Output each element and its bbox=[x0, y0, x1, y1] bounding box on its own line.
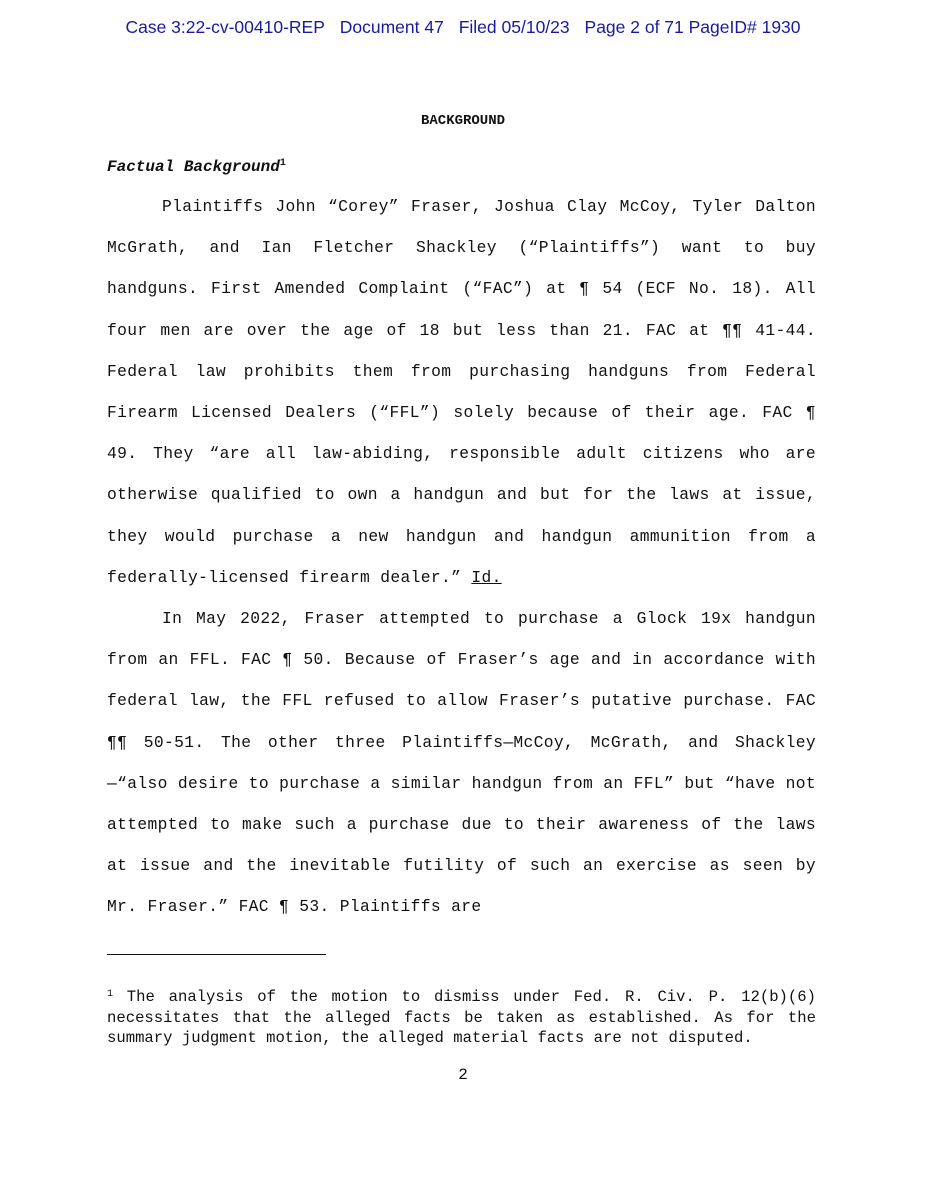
paragraph-2: In May 2022, Fraser attempted to purchase a Glock 19x handgun from an FFL. FAC ¶ 50. Because of Fraser’s age and in accordance with federal law, the FFL refused to allow Fraser’s putative purchase. FAC ¶¶ 50-51. The other three Plaintiffs—McCoy, McGrath, and Shackley—“also desire to purchase a similar handgun from an FFL” but “have not attempted to make such a purchase due to their awareness of the laws at issue and the inevitable futility of such an exercise as seen by Mr. Fraser.” FAC ¶ 53. Plaintiffs are bbox=[107, 609, 816, 917]
subheading-text: Factual Background bbox=[107, 158, 280, 176]
footnote-marker: 1 bbox=[107, 989, 114, 1000]
case-header bbox=[0, 17, 926, 38]
subheading bbox=[107, 158, 286, 176]
footnote-ref: 1 bbox=[279, 158, 286, 169]
filed-date: Filed 05/10/23 bbox=[458, 17, 570, 37]
page-number: 2 bbox=[458, 1066, 468, 1084]
footnote-divider bbox=[107, 954, 326, 955]
document-number: Document 47 bbox=[339, 17, 444, 37]
section-title: BACKGROUND bbox=[420, 113, 505, 129]
footnote bbox=[107, 985, 816, 1049]
paragraph-1-text: Plaintiffs John “Corey” Fraser, Joshua Clay McCoy, Tyler Dalton McGrath, and Ian Fletcher Shackley (“Plaintiffs”) want to buy handguns. First Amended Complaint (“FAC”) at ¶ 54 (ECF No. 18). All four men are over the age of 18 but less than 21. FAC at ¶¶ 41-44. Federal law prohibits them from purchasing handguns from Federal Firearm Licensed Dealers (“FFL”) solely because of their age. FAC ¶ 49. They “are all law-abiding, responsible adult citizens who are otherwise qualified to own a handgun and but for the laws at issue, they would purchase a new handgun and handgun ammunition from a federally-licensed firearm dealer.” bbox=[107, 197, 816, 587]
paragraph-1-cite: Id. bbox=[471, 567, 502, 587]
page-id: Page 2 of 71 PageID# 1930 bbox=[584, 17, 801, 37]
case-number: Case 3:22-cv-00410-REP bbox=[125, 17, 325, 37]
footnote-text: The analysis of the motion to dismiss under Fed. R. Civ. P. 12(b)(6) necessitates that the alleged facts be taken as established. As for the summary judgment motion, the alleged material facts are not disputed. bbox=[107, 988, 816, 1047]
paragraph-1 bbox=[107, 186, 816, 598]
